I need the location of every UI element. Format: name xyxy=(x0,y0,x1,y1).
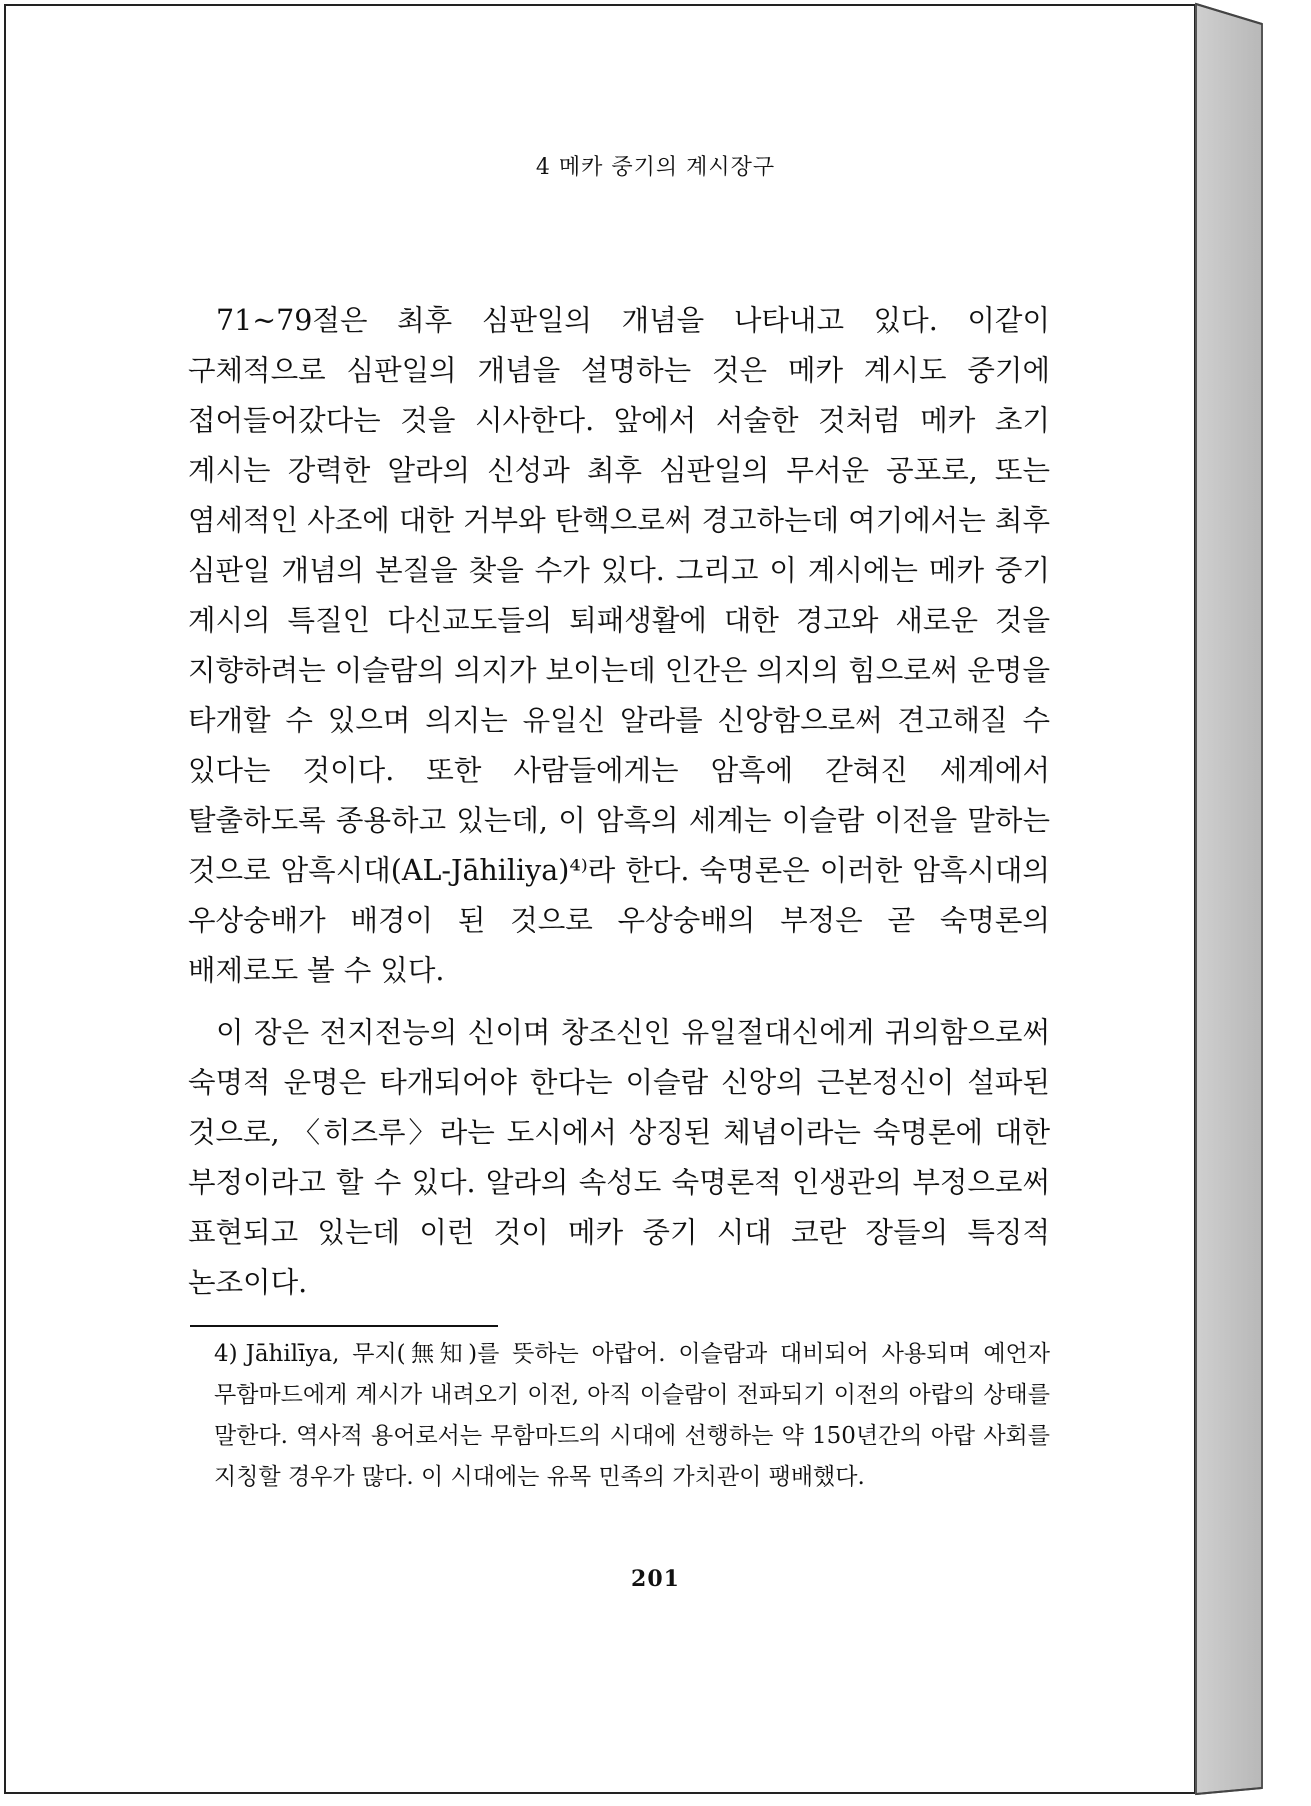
paragraph-1: 71~79절은 최후 심판일의 개념을 나타내고 있다. 이같이 구체적으로 심판일의 개념을 설명하는 것은 메카 계시도 중기에 접어들어갔다는 것을 시사한다. 앞에서 서술한 것처럼 메카 초기 계시는 강력한 알라의 신성과 최후 심판일의 무서운 공포로, 또는 염세적인 사조에 대한 거부와 탄핵으로써 경고하는데 여기에서는 최후 심판일 개념의 본질을 찾을 수가 있다. 그리고 이 계시에는 메카 중기 계시의 특질인 다신교도들의 퇴패생활에 대한 경고와 새로운 것을 지향하려는 이슬람의 의지가 보이는데 인간은 의지의 힘으로써 운명을 타개할 수 있으며 의지는 유일신 알라를 신앙함으로써 견고해질 수 있다는 것이다. 또한 사람들에게는 암흑에 갇혀진 세계에서 탈출하도록 종용하고 있는데, 이 암흑의 세계는 이슬람 이전을 말하는 것으로 암흑시대(AL-Jāhiliya)⁴⁾라 한다. 숙명론은 이러한 암흑시대의 우상숭배가 배경이 된 것으로 우상숭배의 부정은 곧 숙명론의 배제로도 볼 수 있다. xyxy=(188,304,1050,987)
page-number: 201 xyxy=(631,1566,680,1592)
footnote-rule xyxy=(190,1325,498,1327)
running-head: 4 메카 중기의 계시장구 xyxy=(535,155,776,180)
body-text xyxy=(188,296,1050,1320)
footnote xyxy=(214,1334,1050,1498)
footnote-text: Jāhilīya, 무지(無知)를 뜻하는 아랍어. 이슬람과 대비되어 사용되며 예언자 무함마드에게 계시가 내려오기 이전, 아직 이슬람이 전파되기 이전의 아랍의 상태를 말한다. 역사적 용어로서는 무함마드의 시대에 선행하는 약 150년간의 아랍 사회를 지칭할 경우가 많다. 이 시대에는 유목 민족의 가치관이 팽배했다. xyxy=(214,1341,1050,1490)
footnote-number: 4) xyxy=(214,1341,238,1367)
paragraph-2: 이 장은 전지전능의 신이며 창조신인 유일절대신에게 귀의함으로써 숙명적 운명은 타개되어야 한다는 이슬람 신앙의 근본정신이 설파된 것으로, 〈히즈루〉라는 도시에서 상징된 체념이라는 숙명론에 대한 부정이라고 할 수 있다. 알라의 속성도 숙명론적 인생관의 부정으로써 표현되고 있는데 이런 것이 메카 중기 시대 코란 장들의 특징적 논조이다. xyxy=(188,1016,1050,1299)
